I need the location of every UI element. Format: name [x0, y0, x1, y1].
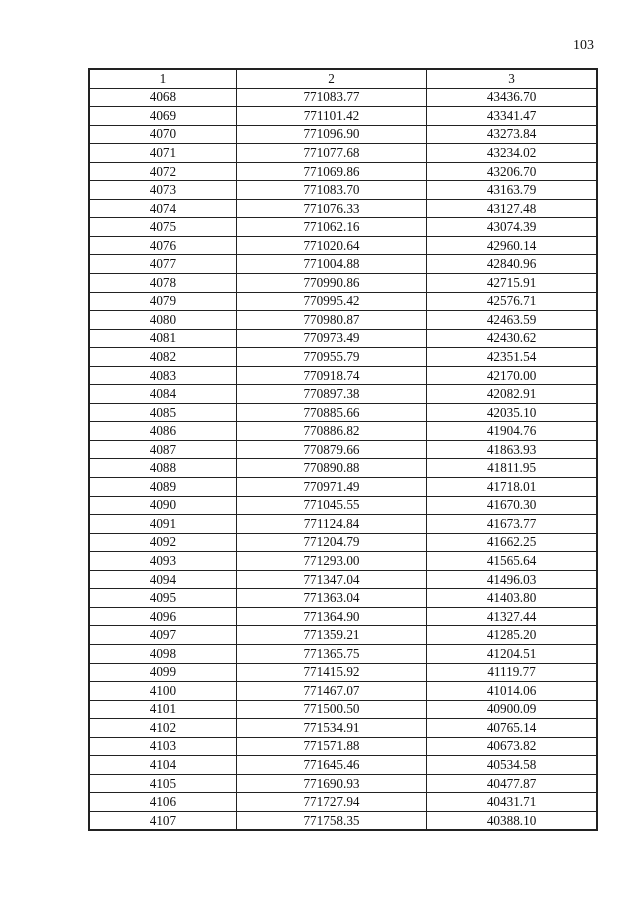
table-row [89, 552, 597, 571]
table-row [89, 311, 597, 330]
y-coordinate-cell: 41673.77 [427, 515, 597, 534]
table-row [89, 644, 597, 663]
table-body [89, 88, 597, 830]
point-number-cell: 4085 [89, 403, 236, 422]
table-row [89, 366, 597, 385]
y-coordinate-cell: 41403.80 [427, 589, 597, 608]
point-number-cell: 4089 [89, 478, 236, 497]
table-row [89, 589, 597, 608]
x-coordinate-cell: 771083.77 [236, 88, 426, 107]
point-number-cell: 4072 [89, 162, 236, 181]
point-number-cell: 4084 [89, 385, 236, 404]
x-coordinate-cell: 771363.04 [236, 589, 426, 608]
table-row [89, 719, 597, 738]
y-coordinate-cell: 41565.64 [427, 552, 597, 571]
point-number-cell: 4096 [89, 607, 236, 626]
table-row [89, 88, 597, 107]
table-row [89, 570, 597, 589]
table-row [89, 774, 597, 793]
x-coordinate-cell: 771293.00 [236, 552, 426, 571]
y-coordinate-cell: 42840.96 [427, 255, 597, 274]
table-row [89, 607, 597, 626]
table-header-row [89, 69, 597, 88]
x-coordinate-cell: 771690.93 [236, 774, 426, 793]
x-coordinate-cell: 771500.50 [236, 700, 426, 719]
x-coordinate-cell: 770995.42 [236, 292, 426, 311]
point-number-cell: 4104 [89, 756, 236, 775]
y-coordinate-cell: 41119.77 [427, 663, 597, 682]
y-coordinate-cell: 42035.10 [427, 403, 597, 422]
x-coordinate-cell: 771365.75 [236, 644, 426, 663]
point-number-cell: 4092 [89, 533, 236, 552]
point-number-cell: 4094 [89, 570, 236, 589]
header-cell-3: 3 [427, 69, 597, 88]
x-coordinate-cell: 770955.79 [236, 348, 426, 367]
point-number-cell: 4071 [89, 144, 236, 163]
x-coordinate-cell: 770886.82 [236, 422, 426, 441]
y-coordinate-cell: 43341.47 [427, 107, 597, 126]
x-coordinate-cell: 771045.55 [236, 496, 426, 515]
y-coordinate-cell: 43127.48 [427, 199, 597, 218]
x-coordinate-cell: 770879.66 [236, 440, 426, 459]
point-number-cell: 4073 [89, 181, 236, 200]
point-number-cell: 4075 [89, 218, 236, 237]
x-coordinate-cell: 770890.88 [236, 459, 426, 478]
table-row [89, 533, 597, 552]
point-number-cell: 4103 [89, 737, 236, 756]
y-coordinate-cell: 43206.70 [427, 162, 597, 181]
y-coordinate-cell: 41863.93 [427, 440, 597, 459]
y-coordinate-cell: 40673.82 [427, 737, 597, 756]
table-row [89, 255, 597, 274]
y-coordinate-cell: 41496.03 [427, 570, 597, 589]
table-row [89, 329, 597, 348]
point-number-cell: 4074 [89, 199, 236, 218]
point-number-cell: 4107 [89, 811, 236, 830]
point-number-cell: 4101 [89, 700, 236, 719]
x-coordinate-cell: 771204.79 [236, 533, 426, 552]
x-coordinate-cell: 771077.68 [236, 144, 426, 163]
x-coordinate-cell: 771415.92 [236, 663, 426, 682]
point-number-cell: 4106 [89, 793, 236, 812]
point-number-cell: 4070 [89, 125, 236, 144]
table-row [89, 737, 597, 756]
x-coordinate-cell: 771467.07 [236, 682, 426, 701]
x-coordinate-cell: 771096.90 [236, 125, 426, 144]
table-row [89, 125, 597, 144]
y-coordinate-cell: 41670.30 [427, 496, 597, 515]
y-coordinate-cell: 41204.51 [427, 644, 597, 663]
coordinates-table [88, 68, 598, 831]
y-coordinate-cell: 40534.58 [427, 756, 597, 775]
y-coordinate-cell: 43436.70 [427, 88, 597, 107]
y-coordinate-cell: 40431.71 [427, 793, 597, 812]
x-coordinate-cell: 771069.86 [236, 162, 426, 181]
y-coordinate-cell: 41718.01 [427, 478, 597, 497]
point-number-cell: 4087 [89, 440, 236, 459]
x-coordinate-cell: 771020.64 [236, 236, 426, 255]
x-coordinate-cell: 771004.88 [236, 255, 426, 274]
y-coordinate-cell: 42170.00 [427, 366, 597, 385]
table-row [89, 218, 597, 237]
x-coordinate-cell: 771364.90 [236, 607, 426, 626]
x-coordinate-cell: 770990.86 [236, 274, 426, 293]
point-number-cell: 4078 [89, 274, 236, 293]
y-coordinate-cell: 41904.76 [427, 422, 597, 441]
table-row [89, 236, 597, 255]
table-row [89, 626, 597, 645]
point-number-cell: 4081 [89, 329, 236, 348]
table-row [89, 144, 597, 163]
table-row [89, 107, 597, 126]
header-cell-2: 2 [236, 69, 426, 88]
point-number-cell: 4105 [89, 774, 236, 793]
y-coordinate-cell: 43163.79 [427, 181, 597, 200]
point-number-cell: 4083 [89, 366, 236, 385]
point-number-cell: 4102 [89, 719, 236, 738]
y-coordinate-cell: 42715.91 [427, 274, 597, 293]
x-coordinate-cell: 770918.74 [236, 366, 426, 385]
x-coordinate-cell: 771645.46 [236, 756, 426, 775]
point-number-cell: 4086 [89, 422, 236, 441]
y-coordinate-cell: 43074.39 [427, 218, 597, 237]
table-row [89, 663, 597, 682]
header-cell-1: 1 [89, 69, 236, 88]
table-row [89, 496, 597, 515]
x-coordinate-cell: 771347.04 [236, 570, 426, 589]
y-coordinate-cell: 42576.71 [427, 292, 597, 311]
table-row [89, 682, 597, 701]
y-coordinate-cell: 41662.25 [427, 533, 597, 552]
x-coordinate-cell: 771083.70 [236, 181, 426, 200]
table-row [89, 478, 597, 497]
table-row [89, 422, 597, 441]
x-coordinate-cell: 770885.66 [236, 403, 426, 422]
y-coordinate-cell: 40900.09 [427, 700, 597, 719]
y-coordinate-cell: 42960.14 [427, 236, 597, 255]
x-coordinate-cell: 771571.88 [236, 737, 426, 756]
point-number-cell: 4091 [89, 515, 236, 534]
x-coordinate-cell: 771124.84 [236, 515, 426, 534]
table-row [89, 793, 597, 812]
y-coordinate-cell: 41285.20 [427, 626, 597, 645]
x-coordinate-cell: 771359.21 [236, 626, 426, 645]
point-number-cell: 4100 [89, 682, 236, 701]
x-coordinate-cell: 771758.35 [236, 811, 426, 830]
x-coordinate-cell: 770973.49 [236, 329, 426, 348]
point-number-cell: 4090 [89, 496, 236, 515]
y-coordinate-cell: 40765.14 [427, 719, 597, 738]
y-coordinate-cell: 41327.44 [427, 607, 597, 626]
table-row [89, 700, 597, 719]
x-coordinate-cell: 771062.16 [236, 218, 426, 237]
x-coordinate-cell: 771727.94 [236, 793, 426, 812]
table-row [89, 756, 597, 775]
point-number-cell: 4069 [89, 107, 236, 126]
x-coordinate-cell: 770897.38 [236, 385, 426, 404]
table-row [89, 385, 597, 404]
table-row [89, 459, 597, 478]
page-number: 103 [573, 38, 594, 53]
y-coordinate-cell: 43234.02 [427, 144, 597, 163]
x-coordinate-cell: 771076.33 [236, 199, 426, 218]
x-coordinate-cell: 770971.49 [236, 478, 426, 497]
y-coordinate-cell: 42082.91 [427, 385, 597, 404]
x-coordinate-cell: 771101.42 [236, 107, 426, 126]
y-coordinate-cell: 41811.95 [427, 459, 597, 478]
point-number-cell: 4068 [89, 88, 236, 107]
y-coordinate-cell: 41014.06 [427, 682, 597, 701]
table-row [89, 403, 597, 422]
point-number-cell: 4082 [89, 348, 236, 367]
table-row [89, 292, 597, 311]
y-coordinate-cell: 42351.54 [427, 348, 597, 367]
y-coordinate-cell: 42463.59 [427, 311, 597, 330]
table-row [89, 162, 597, 181]
point-number-cell: 4088 [89, 459, 236, 478]
point-number-cell: 4080 [89, 311, 236, 330]
table-row [89, 440, 597, 459]
y-coordinate-cell: 40477.87 [427, 774, 597, 793]
point-number-cell: 4095 [89, 589, 236, 608]
table-row [89, 515, 597, 534]
y-coordinate-cell: 40388.10 [427, 811, 597, 830]
table-row [89, 348, 597, 367]
point-number-cell: 4098 [89, 644, 236, 663]
table-row [89, 199, 597, 218]
point-number-cell: 4099 [89, 663, 236, 682]
point-number-cell: 4097 [89, 626, 236, 645]
x-coordinate-cell: 770980.87 [236, 311, 426, 330]
x-coordinate-cell: 771534.91 [236, 719, 426, 738]
point-number-cell: 4076 [89, 236, 236, 255]
point-number-cell: 4077 [89, 255, 236, 274]
table-row [89, 274, 597, 293]
y-coordinate-cell: 42430.62 [427, 329, 597, 348]
table-row [89, 811, 597, 830]
y-coordinate-cell: 43273.84 [427, 125, 597, 144]
point-number-cell: 4079 [89, 292, 236, 311]
point-number-cell: 4093 [89, 552, 236, 571]
table-row [89, 181, 597, 200]
